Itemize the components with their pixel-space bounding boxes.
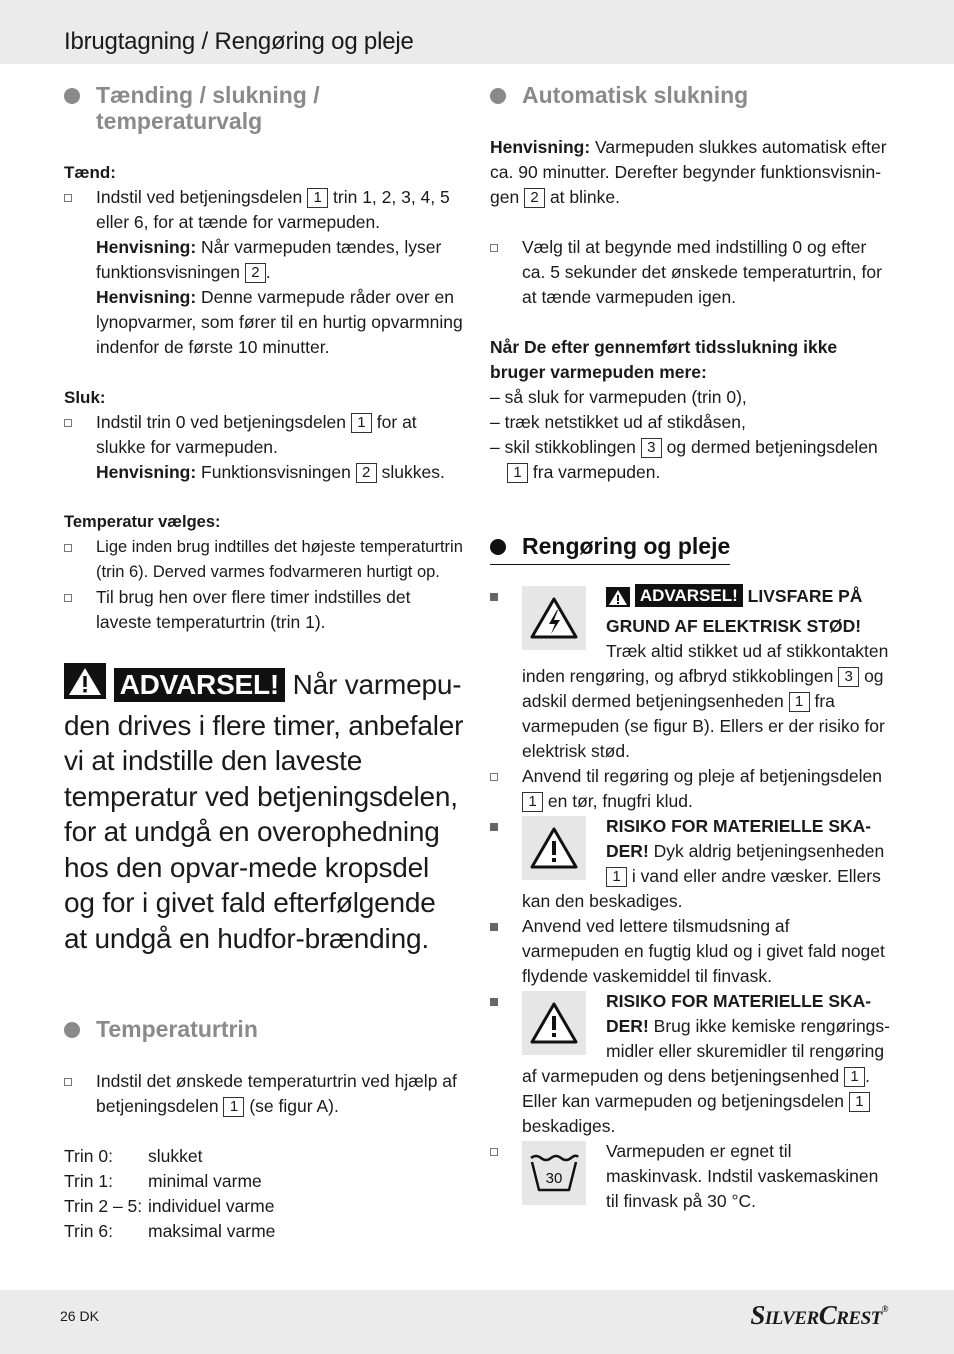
section-title-temperaturtrin: Temperaturtrin [64,1016,464,1042]
table-row: Trin 2 – 5: individuel varme [64,1196,275,1216]
ref-number: 1 [606,867,627,887]
warning-exclamation-icon [522,816,586,880]
warning-triangle-icon [64,663,106,708]
list-item-auto: Vælg til at begynde med indstilling 0 og efter ca. 5 sekunder det ønskede temperaturtrin, for at tænde varmepuden igen. [490,235,890,310]
ref-number: 1 [522,792,543,812]
section-title-automatisk: Automatisk slukning [490,82,890,108]
list-item-clean-warning-5: RISIKO FOR MATERIELLE SKA-DER! Brug ikke kemiske rengørings-midler eller skuremidler til rengøring af varmepuden og dens betjeningsenhed 1 . Eller kan varmepuden og betjeningsdelen 1 beskadiges. [490,989,890,1139]
wash-30-icon [522,1141,586,1205]
dash-item: – skil stikkoblingen 3 og dermed betjeningsdelen [490,437,878,457]
checkbox-square-icon [490,244,498,252]
warning-text: Når varmepu-den drives i flere timer, anbefaler vi at indstille den laveste temperatur ved betjeningsdelen, for at undgå en overophedning hos den opvar-mede kropsdel og for i givet fald efterfølgende at undgå en hudfor-brænding. [64,669,464,954]
filled-square-icon [490,593,498,601]
warning-triangle-icon [606,587,630,614]
electric-shock-icon [522,586,586,650]
ref-number: 1 [789,692,810,712]
bullet-dot-icon [490,88,506,104]
table-row: Trin 1: minimal varme [64,1171,262,1191]
ref-number: 3 [838,667,859,687]
auto-bold-paragraph: Når De efter gennemført tidsslukning ikke bruger varmepuden mere: [490,337,838,382]
checkbox-square-icon [64,594,72,602]
bullet-dot-icon [490,539,506,555]
bullet-dot-icon [64,1022,80,1038]
auto-note: Henvisning: Varmepuden slukkes automatisk efter ca. 90 minutter. Derefter begynder funktionsvisnin-gen 2 at blinke. [490,137,887,207]
filled-square-icon [490,998,498,1006]
page-title: Ibrugtagning / Rengøring og pleje [64,28,414,55]
section-title-rengoering: Rengøring og pleje [490,533,730,565]
list-item-temp-2: Til brug hen over flere timer indstilles det laveste temperaturtrin (trin 1). [64,585,464,635]
ref-number: 1 [849,1092,870,1112]
checkbox-square-icon [64,194,72,202]
wash-temperature-label: 30 [545,1170,563,1187]
warning-badge: ADVARSEL! [635,584,743,607]
taend-label: Tænd: [64,163,116,182]
page-header [0,0,954,64]
dash-item: – træk netstikket ud af stikdåsen, [490,412,746,432]
list-item-sluk: Indstil trin 0 ved betjeningsdelen 1 for at slukke for varmepuden. Henvisning: Funktionsvisningen 2 slukkes. [64,410,464,485]
filled-square-icon [490,923,498,931]
list-item-clean-warning-3: RISIKO FOR MATERIELLE SKA-DER! Dyk aldrig betjeningsenheden 1 i vand eller andre væsker. Ellers kan den beskadiges. [490,814,890,914]
ref-number: 2 [524,188,545,208]
table-row: Trin 6: maksimal varme [64,1221,276,1241]
ref-number: 1 [844,1067,865,1087]
list-item-clean-6: 30 Varmepuden er egnet til maskinvask. Indstil vaskemaskinen til finvask på 30 °C. [490,1139,890,1214]
filled-square-icon [490,823,498,831]
right-column [490,80,890,1214]
ref-number: 2 [245,263,266,283]
warning-badge: ADVARSEL! [114,668,285,702]
checkbox-square-icon [64,419,72,427]
note-label: Henvisning: [96,237,197,257]
list-item-temp-1: Lige inden brug indtilles det højeste temperaturtrin (trin 6). Derved varmes fodvarmeren hurtigt op. [64,535,464,585]
warning-block [64,663,464,956]
list-item-taend: Indstil ved betjeningsdelen 1 trin 1, 2, 3, 4, 5 eller 6, for at tænde for varmepuden. Henvisning: Når varmepuden tændes, lyser funktionsvisningen 2 . Henvisning: Denne varmepude råder over en lynopvarmer, som fører til en hurtig opvarmning indenfor de første 10 minutter. [64,185,464,360]
ref-number: 3 [641,438,662,458]
ref-number: 1 [223,1097,244,1117]
temperatur-label: Temperatur vælges: [64,513,221,531]
left-column [64,80,464,1244]
section-title-taending: Tænding / slukning / temperaturvalg [64,82,464,134]
list-item-clean-2: Anvend til regøring og pleje af betjeningsdelen 1 en tør, fnugfri klud. [490,764,890,814]
sluk-label: Sluk: [64,388,106,407]
ref-number: 1 [351,413,372,433]
ref-number: 1 [307,188,328,208]
dash-item-continued: 1 fra varmepuden. [490,460,890,485]
table-row: Trin 0: slukket [64,1146,203,1166]
note-label: Henvisning: [96,462,197,482]
checkbox-square-icon [490,773,498,781]
ref-number: 1 [507,463,528,483]
note-label: Henvisning: [96,287,197,307]
list-item-clean-4: Anvend ved lettere tilsmudsning af varmepuden en fugtig klud og i givet fald noget flydende vaskemiddel til finvask. [490,914,890,989]
brand-logo: SILVERCREST® [750,1300,888,1330]
ref-number: 2 [356,463,377,483]
note-label: Henvisning: [490,137,591,157]
dash-item: – så sluk for varmepuden (trin 0), [490,387,747,407]
page-number: 26 DK [60,1308,99,1324]
page-footer [0,1290,954,1354]
checkbox-square-icon [490,1148,498,1156]
list-item-clean-warning-1: ADVARSEL! LIVSFARE PÅ GRUND AF ELEKTRISK STØD! Træk altid stikket ud af stikkontakten inden rengøring, og afbryd stikkoblingen 3 og adskil dermed betjeningsenheden 1 fra varmepuden (se figur B). Ellers er der risiko for elektrisk stød. [490,584,890,764]
warning-exclamation-icon [522,991,586,1055]
bullet-dot-icon [64,88,80,104]
trin-table [64,1144,275,1244]
checkbox-square-icon [64,544,72,552]
checkbox-square-icon [64,1078,72,1086]
list-item-trin: Indstil det ønskede temperaturtrin ved hjælp af betjeningsdelen 1 (se figur A). [64,1069,464,1119]
